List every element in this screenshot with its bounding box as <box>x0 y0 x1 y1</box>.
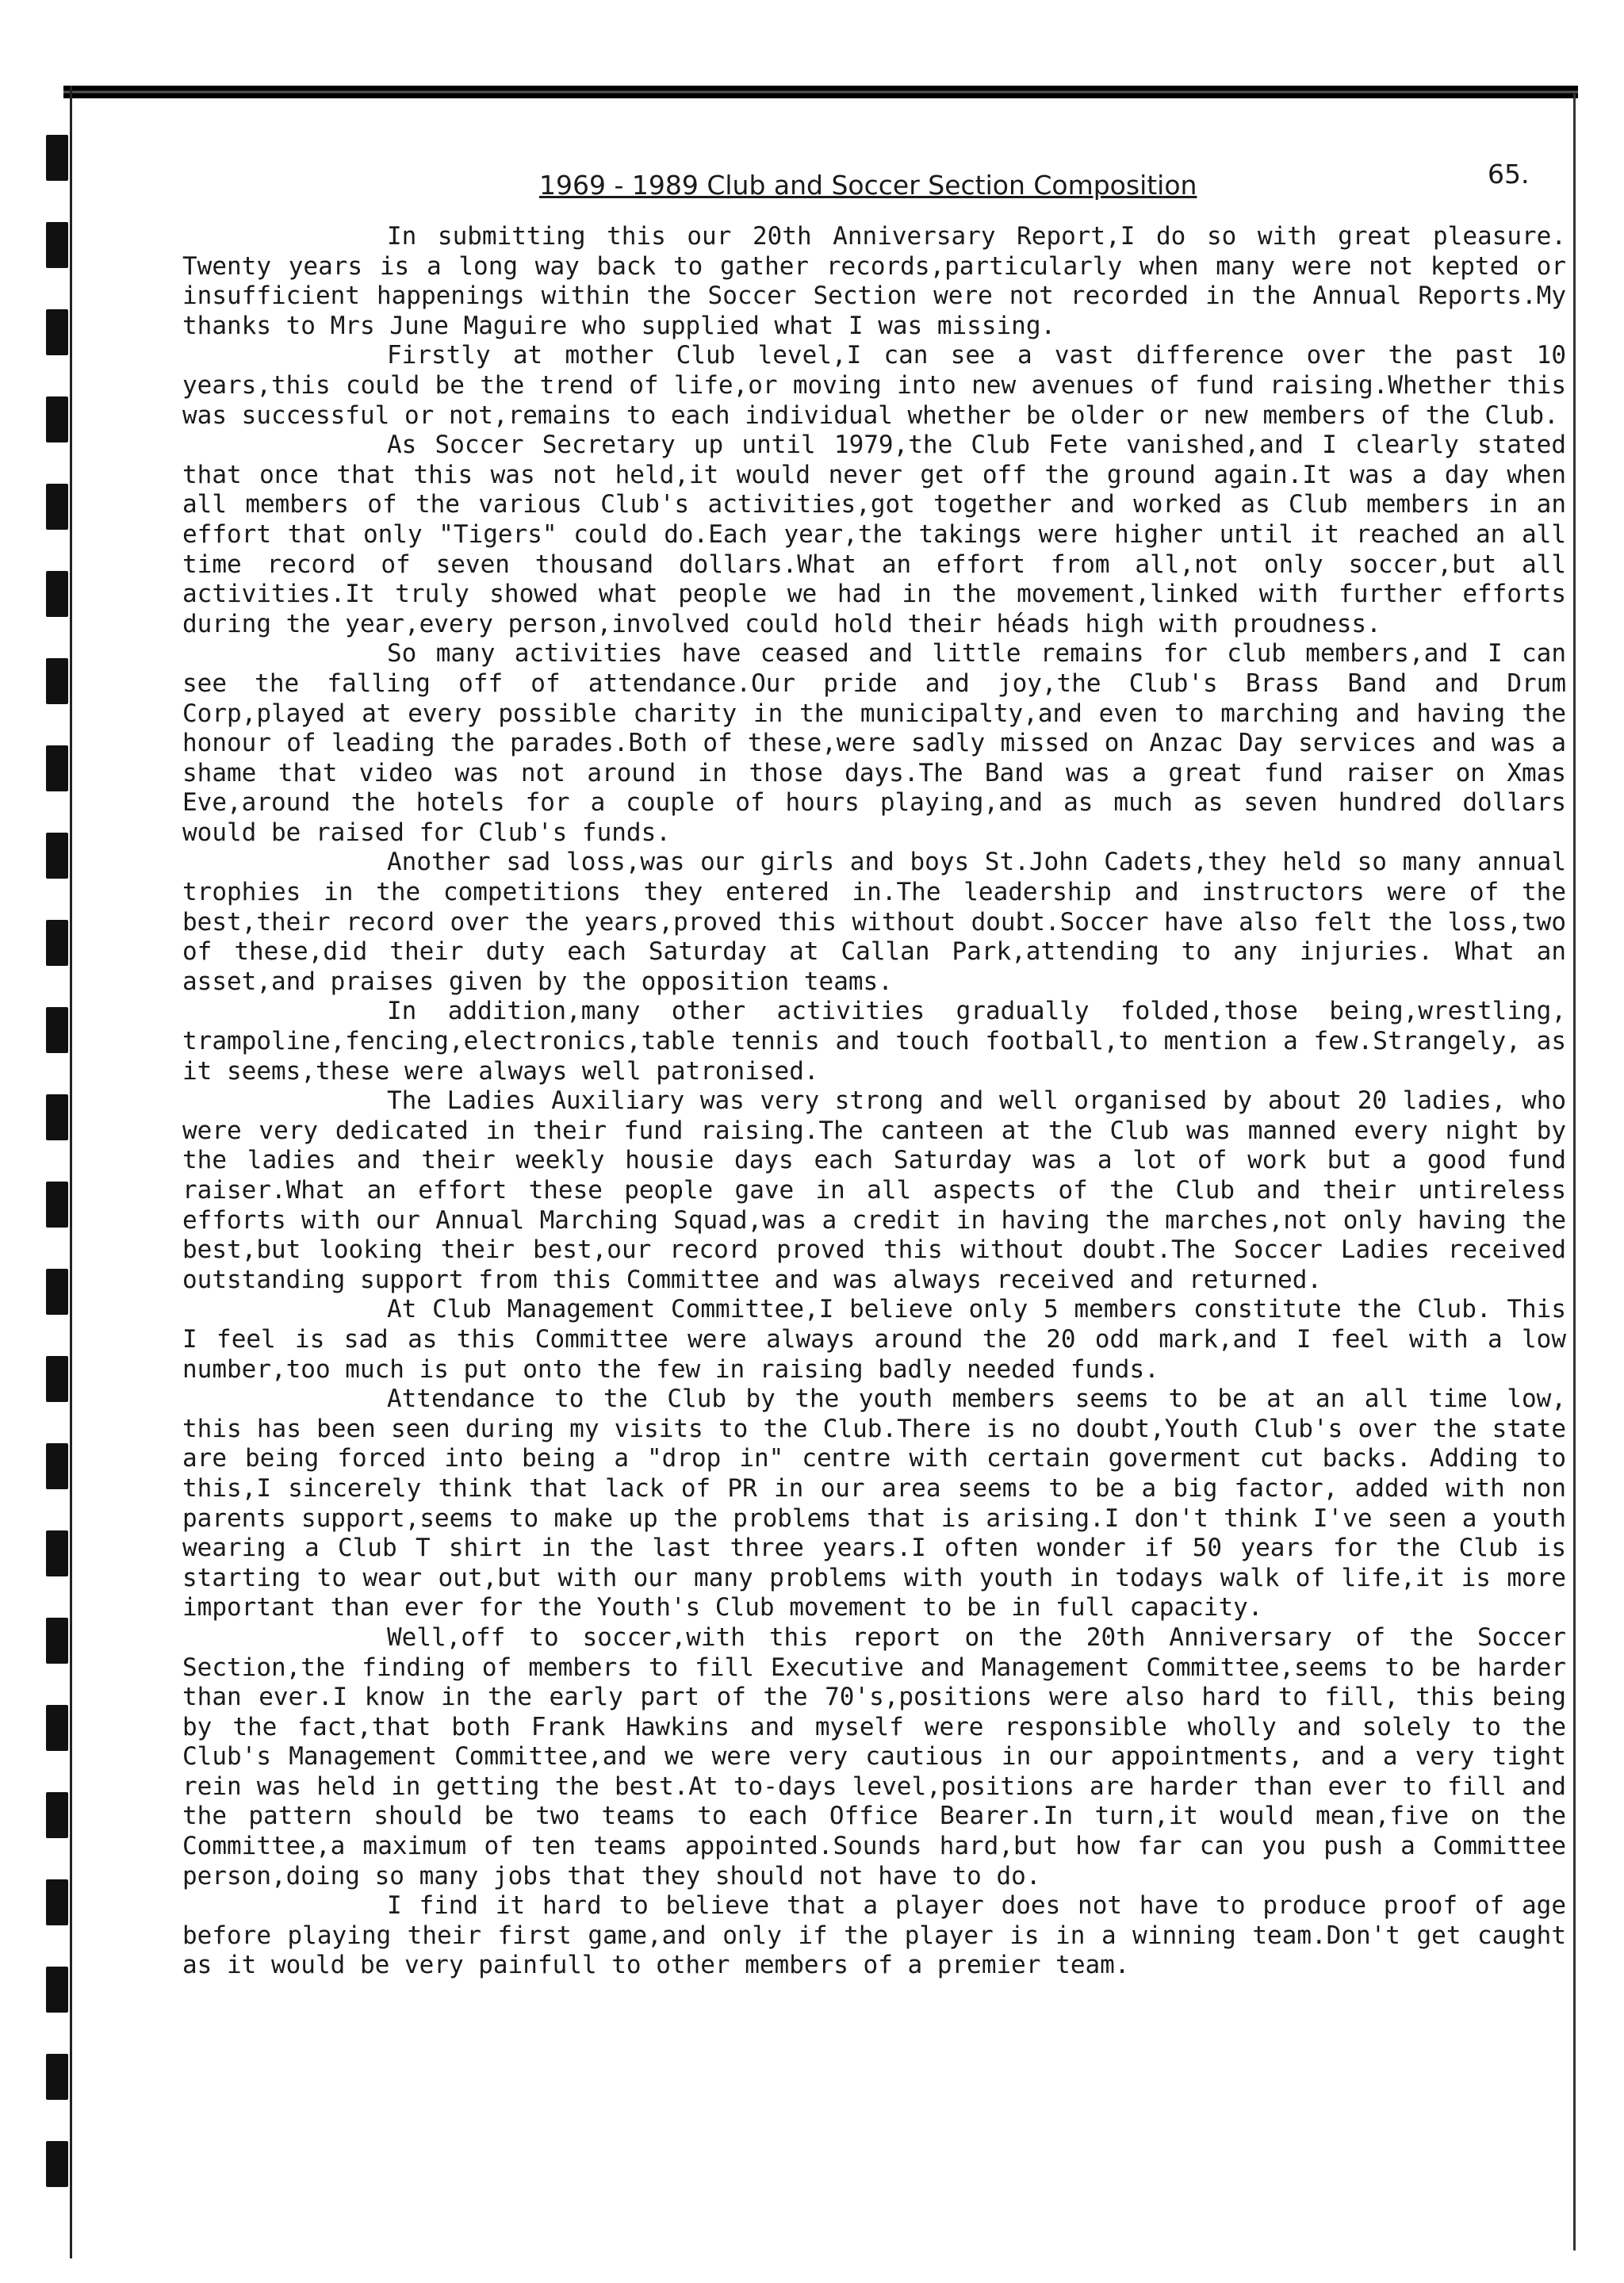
paragraph <box>182 639 1566 848</box>
paragraph-text: Attendance to the Club by the youth members seems to be at an all time low, this has been seen during my visits to the Club.There is no doubt,Youth Club's over the state are being forced into being a "drop in" centre with certain goverment cut backs. Adding to this,I sincerely think that lack of PR in our area seems to be a big factor, added with non parents support,seems to make up the problems that is arising.I don't think I've seen a youth wearing a Club T shirt in the last three years.I often wonder if 50 years for the Club is starting to wear out,but with our many problems with youth in todays walk of life,it is more important than ever for the Youth's Club movement to be in full capacity. <box>182 1385 1566 1622</box>
paragraph-text: In addition,many other activities gradually folded,those being,wrestling, trampoline,fencing,electronics,table tennis and touch football,to mention a few.Strangely, as it seems,these were always well patronised. <box>182 997 1566 1086</box>
binding-hole <box>46 2054 68 2100</box>
binding-hole <box>46 1269 68 1315</box>
binding-hole <box>46 1967 68 2013</box>
binding-hole <box>46 658 68 704</box>
binding-holes <box>40 119 71 2212</box>
paragraph <box>182 1295 1566 1385</box>
paragraph <box>182 222 1566 341</box>
binding-hole <box>46 745 68 791</box>
paragraph-text: The Ladies Auxiliary was very strong and well organised by about 20 ladies, who were very dedicated in their fund raising.The canteen at the Club was manned every night by the ladies and their weekly housie days each Saturday was a lot of work but a good fund raiser.What an effort these people gave in all aspects of the Club and their untireless efforts with our Annual Marching Squad,was a credit in having the marches,not only having the best,but looking their best,our record proved this without doubt.The Soccer Ladies received outstanding support from this Committee and was always received and returned. <box>182 1086 1566 1294</box>
page-header <box>0 159 1624 206</box>
binding-hole <box>46 484 68 530</box>
binding-hole <box>46 1879 68 1925</box>
binding-hole <box>46 1007 68 1053</box>
paragraph-text: I find it hard to believe that a player does not have to produce proof of age before playing their first game,and only if the player is in a winning team.Don't get caught as it would be very painfull to other members of a premier team. <box>182 1891 1566 1980</box>
binding-hole <box>46 1705 68 1751</box>
paragraph-text: So many activities have ceased and little remains for club members,and I can see the falling off of attendance.Our pride and joy,the Club's Brass Band and Drum Corp,played at every possible charity in the municipalty,and even to marching and having the honour of leading the parades.Both of these,were sadly missed on Anzac Day services and was a shame that video was not around in those days.The Band was a great fund raiser on Xmas Eve,around the hotels for a couple of hours playing,and as much as seven hundred dollars would be raised for Club's funds. <box>182 639 1566 847</box>
binding-hole <box>46 571 68 617</box>
paragraph <box>182 1623 1566 1891</box>
page-title: 1969 - 1989 Club and Soccer Section Composition <box>539 170 1197 201</box>
binding-hole <box>46 833 68 879</box>
binding-hole <box>46 309 68 355</box>
binding-hole <box>46 1356 68 1402</box>
page-number: 65. <box>1488 159 1530 190</box>
binding-hole <box>46 1530 68 1576</box>
paragraph <box>182 341 1566 431</box>
paragraph-text: Another sad loss,was our girls and boys St.John Cadets,they held so many annual trophies in the competitions they entered in.The leadership and instructors were of the best,their record over the years,proved this without doubt.Soccer have also felt the loss,two of these,did their duty each Saturday at Callan Park,attending to any injuries. What an asset,and praises given by the opposition teams. <box>182 848 1566 996</box>
binding-hole <box>46 1182 68 1228</box>
binding-hole <box>46 396 68 442</box>
paragraph-text: Well,off to soccer,with this report on the 20th Anniversary of the Soccer Section,the finding of members to fill Executive and Management Committee,seems to be harder than ever.I know in the early part of the 70's,positions were also hard to fill, this being by the fact,that both Frank Hawkins and myself were responsible wholly and solely to the Club's Management Committee,and we were very cautious in our appointments, and a very tight rein was held in getting the best.At to-days level,positions are harder than ever to fill and the pattern should be two teams to each Office Bearer.In turn,it would mean,five on the Committee,a maximum of ten teams appointed.Sounds hard,but how far can you push a Committee person,doing so many jobs that they should not have to do. <box>182 1622 1566 1890</box>
binding-hole <box>46 1792 68 1838</box>
paragraph-text: As Soccer Secretary up until 1979,the Club Fete vanished,and I clearly stated that once that this was not held,it would never get off the ground again.It was a day when all members of the various Club's activities,got together and worked as Club members in an effort that only "Tigers" could do.Each year,the takings were higher until it reached an all time record of seven thousand dollars.What an effort from all,not only soccer,but all activities.It truly showed what people we had in the movement,linked with further efforts during the year,every person,involved could hold their héads high with proudness. <box>182 431 1566 638</box>
paragraph-text: Firstly at mother Club level,I can see a vast difference over the past 10 years,this could be the trend of life,or moving into new avenues of fund raising.Whether this was successful or not,remains to each individual whether be older or new members of the Club. <box>182 341 1566 430</box>
binding-hole <box>46 920 68 966</box>
report-body <box>182 222 1566 1981</box>
paragraph-text: In submitting this our 20th Anniversary Report,I do so with great pleasure. Twenty years is a long way back to gather records,particularly when many were not kepted or insufficient happenings within the Soccer Section were not recorded in the Annual Reports.My thanks to Mrs June Maguire who supplied what I was missing. <box>182 222 1566 340</box>
binding-hole <box>46 1094 68 1140</box>
paragraph <box>182 997 1566 1086</box>
paragraph <box>182 848 1566 997</box>
paragraph <box>182 431 1566 639</box>
paragraph <box>182 1891 1566 1981</box>
paragraph <box>182 1086 1566 1295</box>
binding-hole <box>46 222 68 268</box>
binding-hole <box>46 1618 68 1664</box>
paragraph <box>182 1385 1566 1623</box>
binding-hole <box>46 1443 68 1489</box>
paragraph-text: At Club Management Committee,I believe only 5 members constitute the Club. This I feel is sad as this Committee were always around the 20 odd mark,and I feel with a low number,too much is put onto the few in raising badly needed funds. <box>182 1295 1566 1384</box>
binding-hole <box>46 2141 68 2187</box>
